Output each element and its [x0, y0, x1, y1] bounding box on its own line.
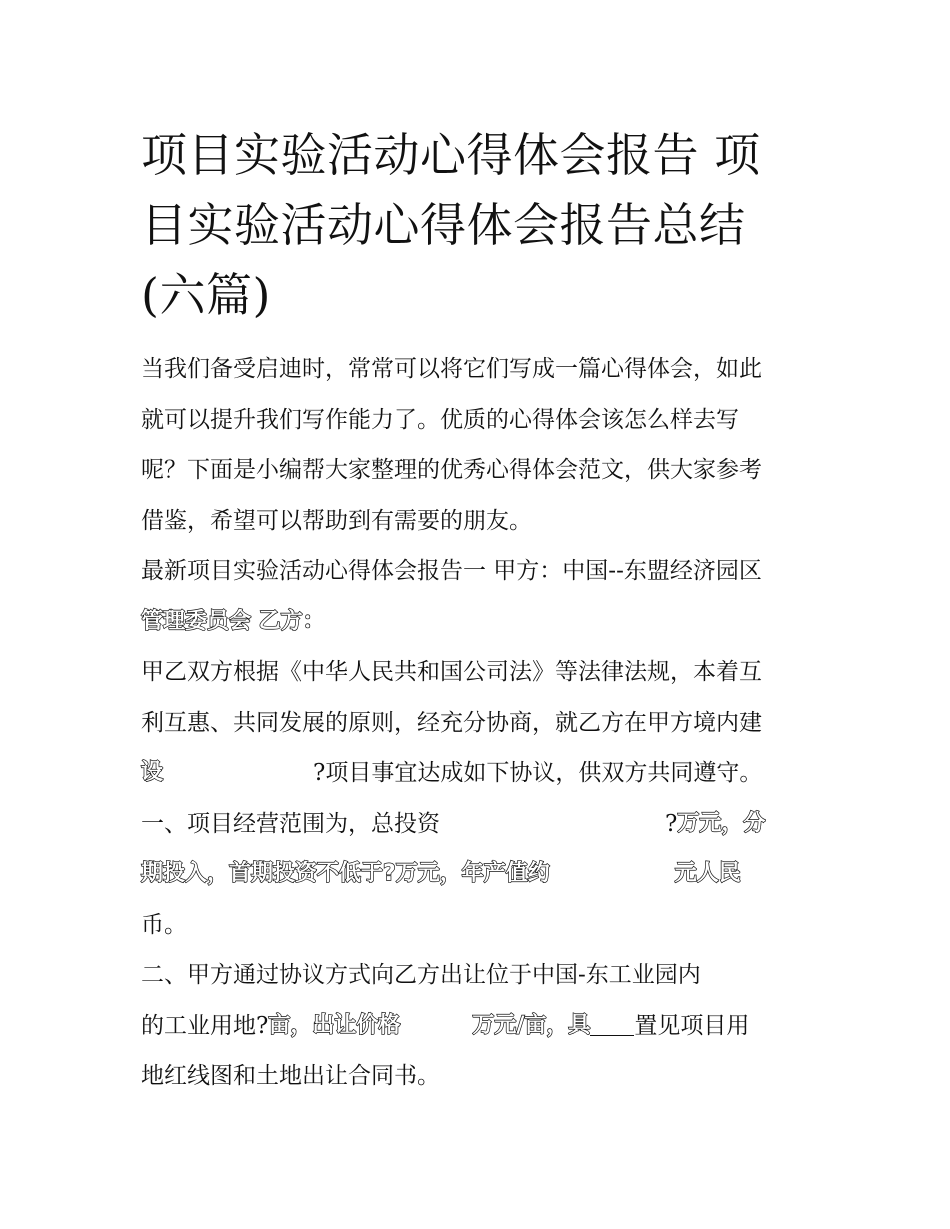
article-text: ?项目事宜达成如下协议，供双方共同遵守。: [313, 760, 763, 786]
article-text: 一、项目经营范围为，总投资: [141, 810, 440, 837]
article-line-6: [141, 799, 821, 850]
article-line-11: 地红线图和土地出让合同书。: [141, 1063, 440, 1089]
article-line-5: [141, 748, 821, 799]
article-line-10: [141, 1001, 821, 1052]
intro-line-4: 借鉴，希望可以帮助到有需要的朋友。: [141, 507, 532, 534]
blank-space: [163, 748, 313, 799]
article-line-3: 甲乙双方根据《中华人民共和国公司法》等法律法规，本着互: [141, 659, 762, 685]
blank-space: [550, 849, 675, 900]
outlined-text: 期投入，首期投资不低于?万元，年产值约: [141, 861, 550, 886]
article-line-9: 二、甲方通过协议方式向乙方出让位于中国-东工业园内: [141, 962, 701, 988]
outlined-text: 万元，分: [677, 810, 766, 836]
document-title: [141, 120, 821, 330]
article-line-8: 币。: [141, 911, 187, 938]
document-page: [141, 120, 821, 1102]
outlined-text: 设: [141, 760, 164, 785]
article-line-4: 利互惠、共同发展的原则，经充分协商，就乙方在甲方境内建: [141, 709, 762, 736]
outlined-text: 亩，出让价格: [268, 1012, 401, 1038]
article-text: 的工业用地?: [141, 1012, 269, 1039]
outlined-text: 万元/亩，具: [472, 1012, 591, 1038]
article-line-2: [141, 597, 821, 648]
article-text: ?: [665, 810, 678, 837]
title-line-2: 目实验活动心得体会报告总结: [141, 198, 746, 252]
title-line-3: (六篇): [141, 268, 271, 322]
blank-underline: [590, 1001, 634, 1036]
title-line-1: 项目实验活动心得体会报告 项: [141, 128, 761, 182]
article-line-1: 最新项目实验活动心得体会报告一 甲方：中国--东盟经济园区: [141, 558, 762, 584]
blank-space: [440, 799, 665, 850]
blank-space: [400, 1001, 472, 1052]
document-body: [141, 344, 821, 1102]
article-text: 置见项目用: [634, 1012, 750, 1039]
outlined-text: 元人民: [674, 861, 741, 886]
intro-line-1: 当我们备受启迪时，常常可以将它们写成一篇心得体会，如此: [141, 356, 762, 382]
intro-line-2: 就可以提升我们写作能力了。优质的心得体会该怎么样去写: [141, 406, 739, 433]
article-line-7: [141, 849, 821, 900]
intro-line-3: 呢？下面是小编帮大家整理的优秀心得体会范文，供大家参考: [141, 457, 762, 483]
outlined-text: 管理委员会 乙方：: [141, 608, 325, 634]
